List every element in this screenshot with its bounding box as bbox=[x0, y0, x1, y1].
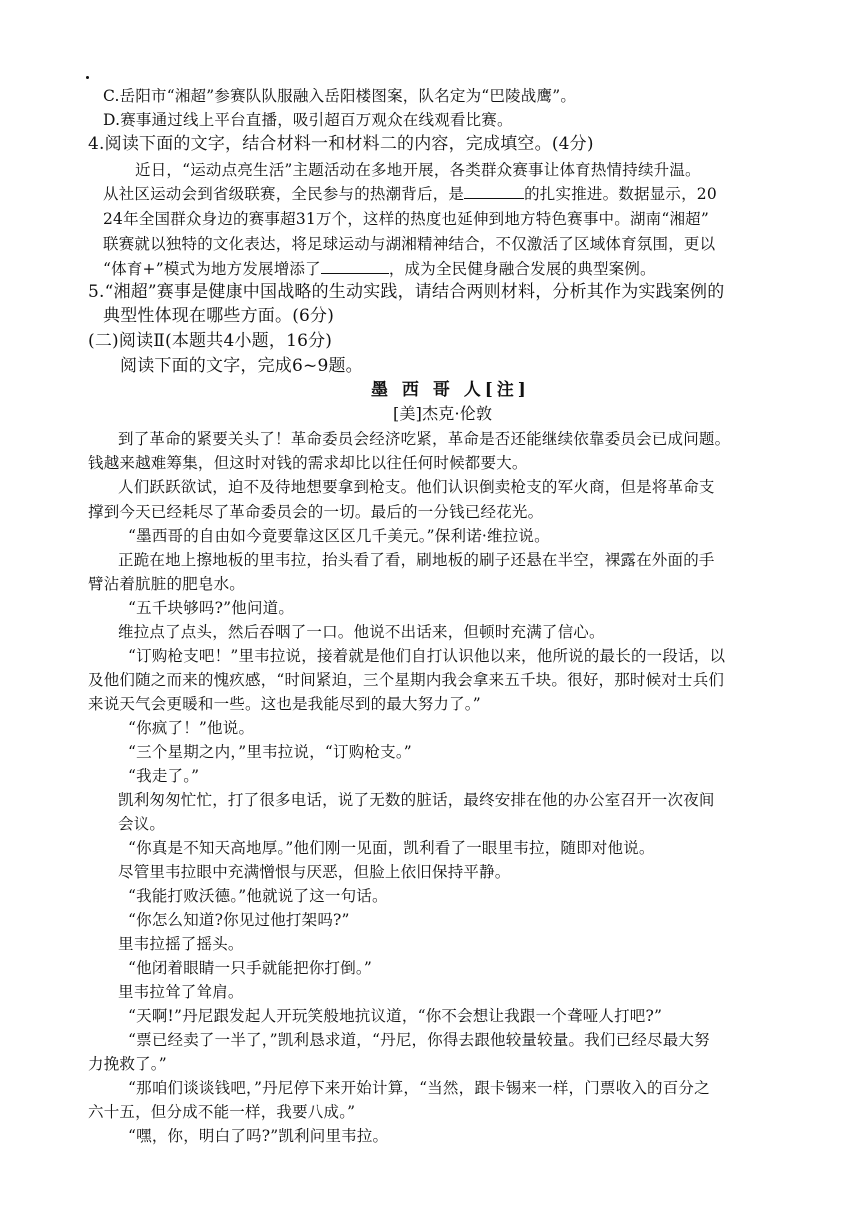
story-line-27: 力挽救了。” bbox=[88, 1055, 167, 1073]
story-line-23: “他闭着眼睛一只手就能把你打倒。” bbox=[128, 959, 372, 977]
story-line-2: 钱越来越难筹集，但这时对钱的需求却比以往任何时候都要大。 bbox=[88, 454, 528, 472]
q4-text-line-5a: “体育+”模式为地方发展增添了 bbox=[103, 260, 321, 278]
q4-text-line-5b: ，成为全民健身融合发展的典型案例。 bbox=[388, 260, 656, 278]
story-line-28: “那咱们谈谈钱吧，”丹尼停下来开始计算，“当然，跟卡锡来一样，门票收入的百分之 bbox=[128, 1079, 710, 1097]
story-line-15: “我走了。” bbox=[128, 767, 200, 785]
q4-text-line-2 bbox=[103, 184, 717, 204]
option-d: D.赛事通过线上平台直播，吸引超百万观众在线观看比赛。 bbox=[103, 111, 513, 129]
q4-text-line-3: 24年全国群众身边的赛事超31万个，这样的热度也延伸到地方特色赛事中。湖南“湘超” bbox=[103, 210, 709, 228]
section-2-instruction: 阅读下面的文字，完成6~9题。 bbox=[120, 356, 363, 376]
q4-text-line-5 bbox=[103, 259, 656, 279]
story-line-19: 尽管里韦拉眼中充满憎恨与厌恶，但脸上依旧保持平静。 bbox=[118, 863, 511, 881]
q4-text-line-4: 联赛就以独特的文化表达，将足球运动与湖湘精神结合，不仅激活了区域体育氛围，更以 bbox=[103, 235, 716, 253]
story-line-9: 维拉点了点头，然后吞咽了一口。他说不出话来，但顿时充满了信心。 bbox=[118, 623, 605, 641]
story-line-24: 里韦拉耸了耸肩。 bbox=[118, 983, 244, 1001]
fill-blank-2[interactable] bbox=[321, 259, 389, 274]
question-5-line-1: 5.“湘超”赛事是健康中国战略的生动实践，请结合两则材料，分析其作为实践案例的 bbox=[88, 282, 725, 302]
story-line-25: “天啊!”丹尼跟发起人开玩笑般地抗议道，“你不会想让我跟一个聋哑人打吧?” bbox=[128, 1007, 663, 1025]
q4-text-line-2a: 从社区运动会到省级联赛，全民参与的热潮背后，是 bbox=[103, 185, 465, 203]
story-line-30: “嘿，你，明白了吗?”凯利问里韦拉。 bbox=[128, 1127, 389, 1145]
fill-blank-1[interactable] bbox=[464, 184, 524, 199]
option-c: C.岳阳市“湘超”参赛队队服融入岳阳楼图案，队名定为“巴陵战鹰”。 bbox=[103, 87, 577, 105]
story-line-12: 来说天气会更暖和一些。这也是我能尽到的最大努力了。” bbox=[88, 695, 481, 713]
story-line-20: “我能打败沃德。”他就说了这一句话。 bbox=[128, 887, 388, 905]
story-line-14: “三个星期之内，”里韦拉说，“订购枪支。” bbox=[128, 743, 412, 761]
bullet-dot bbox=[86, 76, 89, 79]
question-4-stem: 4.阅读下面的文字，结合材料一和材料二的内容，完成填空。(4分) bbox=[88, 134, 594, 154]
story-line-7: 臂沾着肮脏的肥皂水。 bbox=[88, 575, 246, 593]
story-line-17: 会议。 bbox=[118, 815, 166, 833]
story-line-18: “你真是不知天高地厚。”他们刚一见面，凯利看了一眼里韦拉，随即对他说。 bbox=[128, 839, 655, 857]
story-line-1: 到了革命的紧要关头了！革命委员会经济吃紧，革命是否还能继续依靠委员会已成问题。 bbox=[118, 430, 731, 448]
section-2-heading: (二)阅读Ⅱ(本题共4小题，16分) bbox=[88, 331, 333, 351]
q4-text-line-2b: 的扎实推进。数据显示，20 bbox=[524, 185, 717, 203]
story-line-8: “五千块够吗?”他问道。 bbox=[128, 599, 295, 617]
q4-text-line-1: 近日，“运动点亮生活”主题活动在多地开展，各类群众赛事让体育热情持续升温。 bbox=[135, 161, 701, 179]
story-line-26: “票已经卖了一半了，”凯利恳求道，“丹尼，你得去跟他较量较量。我们已经尽最大努 bbox=[128, 1031, 710, 1049]
story-line-16: 凯利匆匆忙忙，打了很多电话，说了无数的脏话，最终安排在他的办公室召开一次夜间 bbox=[118, 791, 715, 809]
story-line-3: 人们跃跃欲试，迫不及待地想要拿到枪支。他们认识倒卖枪支的军火商，但是将革命支 bbox=[118, 478, 715, 496]
story-line-10: “订购枪支吧！”里韦拉说，接着就是他们自打认识他以来，他所说的最长的一段话，以 bbox=[128, 647, 726, 665]
story-title: 墨 西 哥 人[注] bbox=[371, 380, 530, 400]
story-line-22: 里韦拉摇了摇头。 bbox=[118, 935, 244, 953]
story-line-21: “你怎么知道?你见过他打架吗?” bbox=[128, 911, 350, 929]
story-line-4: 撑到今天已经耗尽了革命委员会的一切。最后的一分钱已经花光。 bbox=[88, 503, 544, 521]
question-5-line-2: 典型性体现在哪些方面。(6分) bbox=[103, 306, 335, 326]
story-author: [美]杰克·伦敦 bbox=[393, 404, 493, 423]
story-line-5: “墨西哥的自由如今竟要靠这区区几千美元。”保利诺·维拉说。 bbox=[128, 527, 550, 545]
story-line-13: “你疯了！”他说。 bbox=[128, 719, 255, 737]
story-line-6: 正跪在地上擦地板的里韦拉，抬头看了看，刷地板的刷子还悬在半空，裸露在外面的手 bbox=[118, 551, 715, 569]
story-line-11: 及他们随之而来的愧疚感，“时间紧迫，三个星期内我会拿来五千块。很好，那时候对士兵们 bbox=[88, 671, 725, 689]
story-line-29: 六十五，但分成不能一样，我要八成。” bbox=[88, 1103, 356, 1121]
